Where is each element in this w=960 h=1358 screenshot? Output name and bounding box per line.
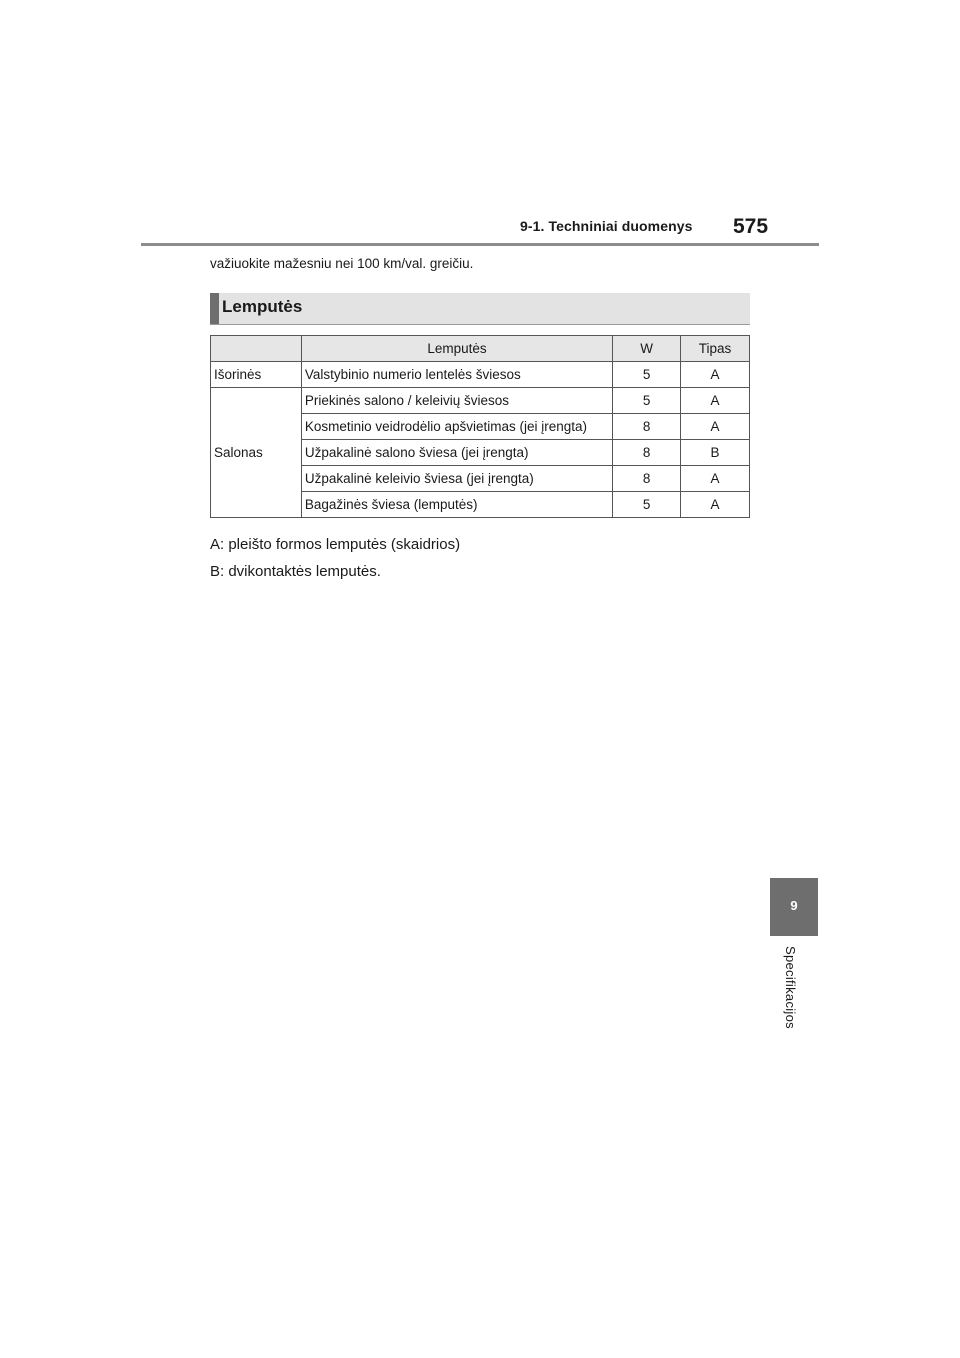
header-rule bbox=[141, 243, 819, 246]
table-cell-name: Valstybinio numerio lentelės šviesos bbox=[301, 362, 612, 388]
chapter-tab-number: 9 bbox=[790, 898, 798, 913]
section-accent bbox=[210, 293, 219, 324]
table-cell-watts: 5 bbox=[613, 492, 681, 518]
table-cell-type: A bbox=[681, 388, 750, 414]
table-cell-name: Užpakalinė keleivio šviesa (jei įrengta) bbox=[301, 466, 612, 492]
table-cell-type: B bbox=[681, 440, 750, 466]
chapter-tab bbox=[770, 878, 818, 936]
table-row bbox=[211, 362, 750, 388]
table-cell-type: A bbox=[681, 466, 750, 492]
bulbs-table bbox=[210, 335, 750, 518]
table-cell-type: A bbox=[681, 492, 750, 518]
table-header-row bbox=[211, 336, 750, 362]
table-cell-name: Bagažinės šviesa (lemputės) bbox=[301, 492, 612, 518]
table-cell-watts: 8 bbox=[613, 440, 681, 466]
table-cell-group: Išorinės bbox=[211, 362, 302, 388]
note-type-b: B: dvikontaktės lemputės. bbox=[210, 563, 381, 580]
table-cell-watts: 5 bbox=[613, 388, 681, 414]
section-heading bbox=[210, 293, 750, 325]
section-title-header: 9-1. Techniniai duomenys bbox=[520, 218, 693, 234]
note-type-a: A: pleišto formos lemputės (skaidrios) bbox=[210, 536, 461, 553]
table-cell-watts: 5 bbox=[613, 362, 681, 388]
table-header-empty bbox=[211, 336, 302, 362]
table-cell-name: Kosmetinio veidrodėlio apšvietimas (jei įrengta) bbox=[301, 414, 612, 440]
section-heading-title: Lemputės bbox=[222, 297, 303, 316]
intro-text: važiuokite mažesniu nei 100 km/val. greičiu. bbox=[210, 256, 474, 271]
table-cell-watts: 8 bbox=[613, 414, 681, 440]
table-cell-type: A bbox=[681, 414, 750, 440]
table-cell-group: Salonas bbox=[211, 388, 302, 518]
table-cell-name: Užpakalinė salono šviesa (jei įrengta) bbox=[301, 440, 612, 466]
table-header-watts: W bbox=[613, 336, 681, 362]
table-cell-watts: 8 bbox=[613, 466, 681, 492]
chapter-tab-label: Specifikacijos bbox=[783, 946, 798, 1029]
table-cell-name: Priekinės salono / keleivių šviesos bbox=[301, 388, 612, 414]
page-number: 575 bbox=[733, 215, 769, 238]
table-cell-type: A bbox=[681, 362, 750, 388]
table-header-bulbs: Lemputės bbox=[301, 336, 612, 362]
table-row bbox=[211, 388, 750, 414]
table-header-type: Tipas bbox=[681, 336, 750, 362]
